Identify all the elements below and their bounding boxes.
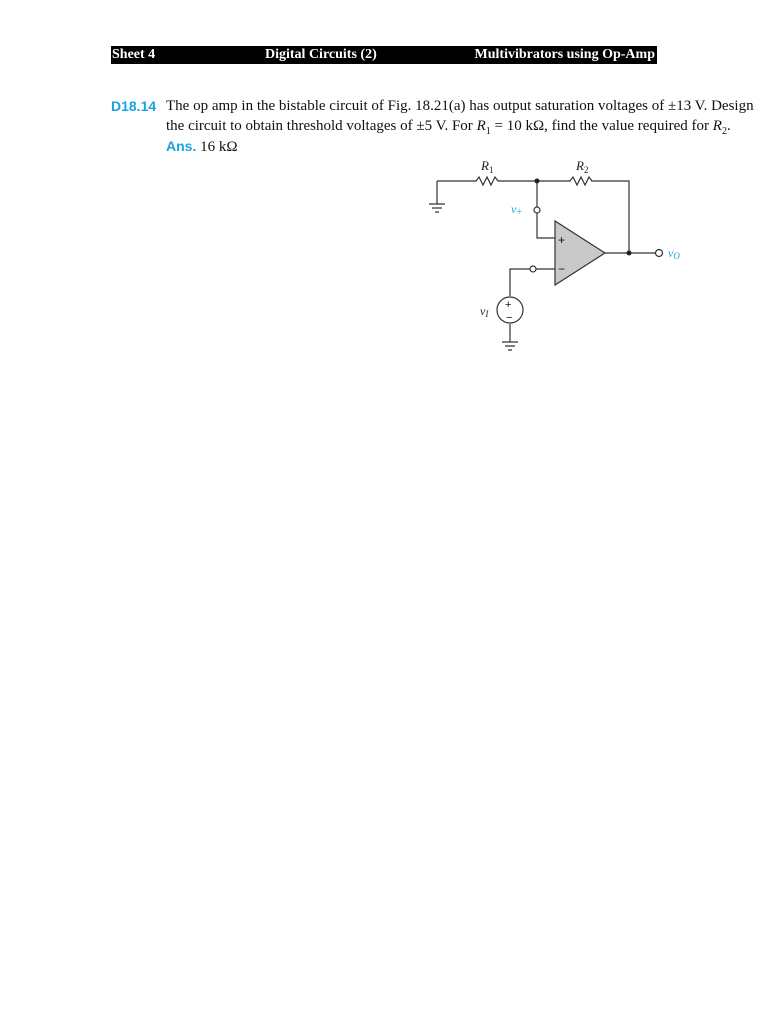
output-junction-node: [627, 251, 632, 256]
ground-left-icon: [429, 204, 445, 212]
minus-input-sign: −: [558, 262, 566, 276]
r2-symbol: R: [712, 118, 722, 134]
junction-node: [535, 179, 540, 184]
minus-terminal: [530, 266, 536, 272]
vo-label: vO: [668, 246, 680, 261]
problem-id: D18.14: [111, 98, 157, 114]
header-sheet: Sheet 4: [112, 47, 156, 62]
ground-bottom-icon: [502, 342, 518, 350]
output-terminal: [656, 250, 663, 257]
vplus-wire-bottom: [537, 213, 556, 238]
problem-line-2-a: the circuit to obtain threshold voltages of ±5 V. For: [166, 118, 477, 134]
vplus-label: v+: [511, 202, 522, 218]
answer-value: 16 kΩ: [200, 139, 238, 155]
vi-label: vI: [480, 304, 489, 319]
problem-line-1: The op amp in the bistable circuit of Fig. 18.21(a) has output saturation voltages of ±13 V. Design: [166, 98, 754, 114]
header-topic: Multivibrators using Op-Amp: [474, 47, 655, 62]
problem-line-2-b: = 10 kΩ, find the value required for: [490, 118, 713, 134]
r2-subscript: 2: [721, 126, 727, 137]
problem-line-2-end: .: [726, 118, 731, 134]
r1-subscript: 1: [485, 126, 491, 137]
vplus-terminal: [534, 207, 540, 213]
source-minus-sign: −: [506, 312, 513, 324]
r1-label: $R_1$: [481, 158, 494, 175]
r2-label: $R_2$: [576, 158, 589, 175]
header-course: Digital Circuits (2): [265, 47, 377, 62]
r1-symbol: R: [476, 118, 486, 134]
source-plus-sign: +: [505, 299, 512, 311]
plus-input-sign: +: [558, 233, 566, 247]
answer-label: Ans.: [166, 138, 197, 154]
source-wire-top: [510, 269, 530, 296]
feedback-network: [437, 177, 629, 253]
